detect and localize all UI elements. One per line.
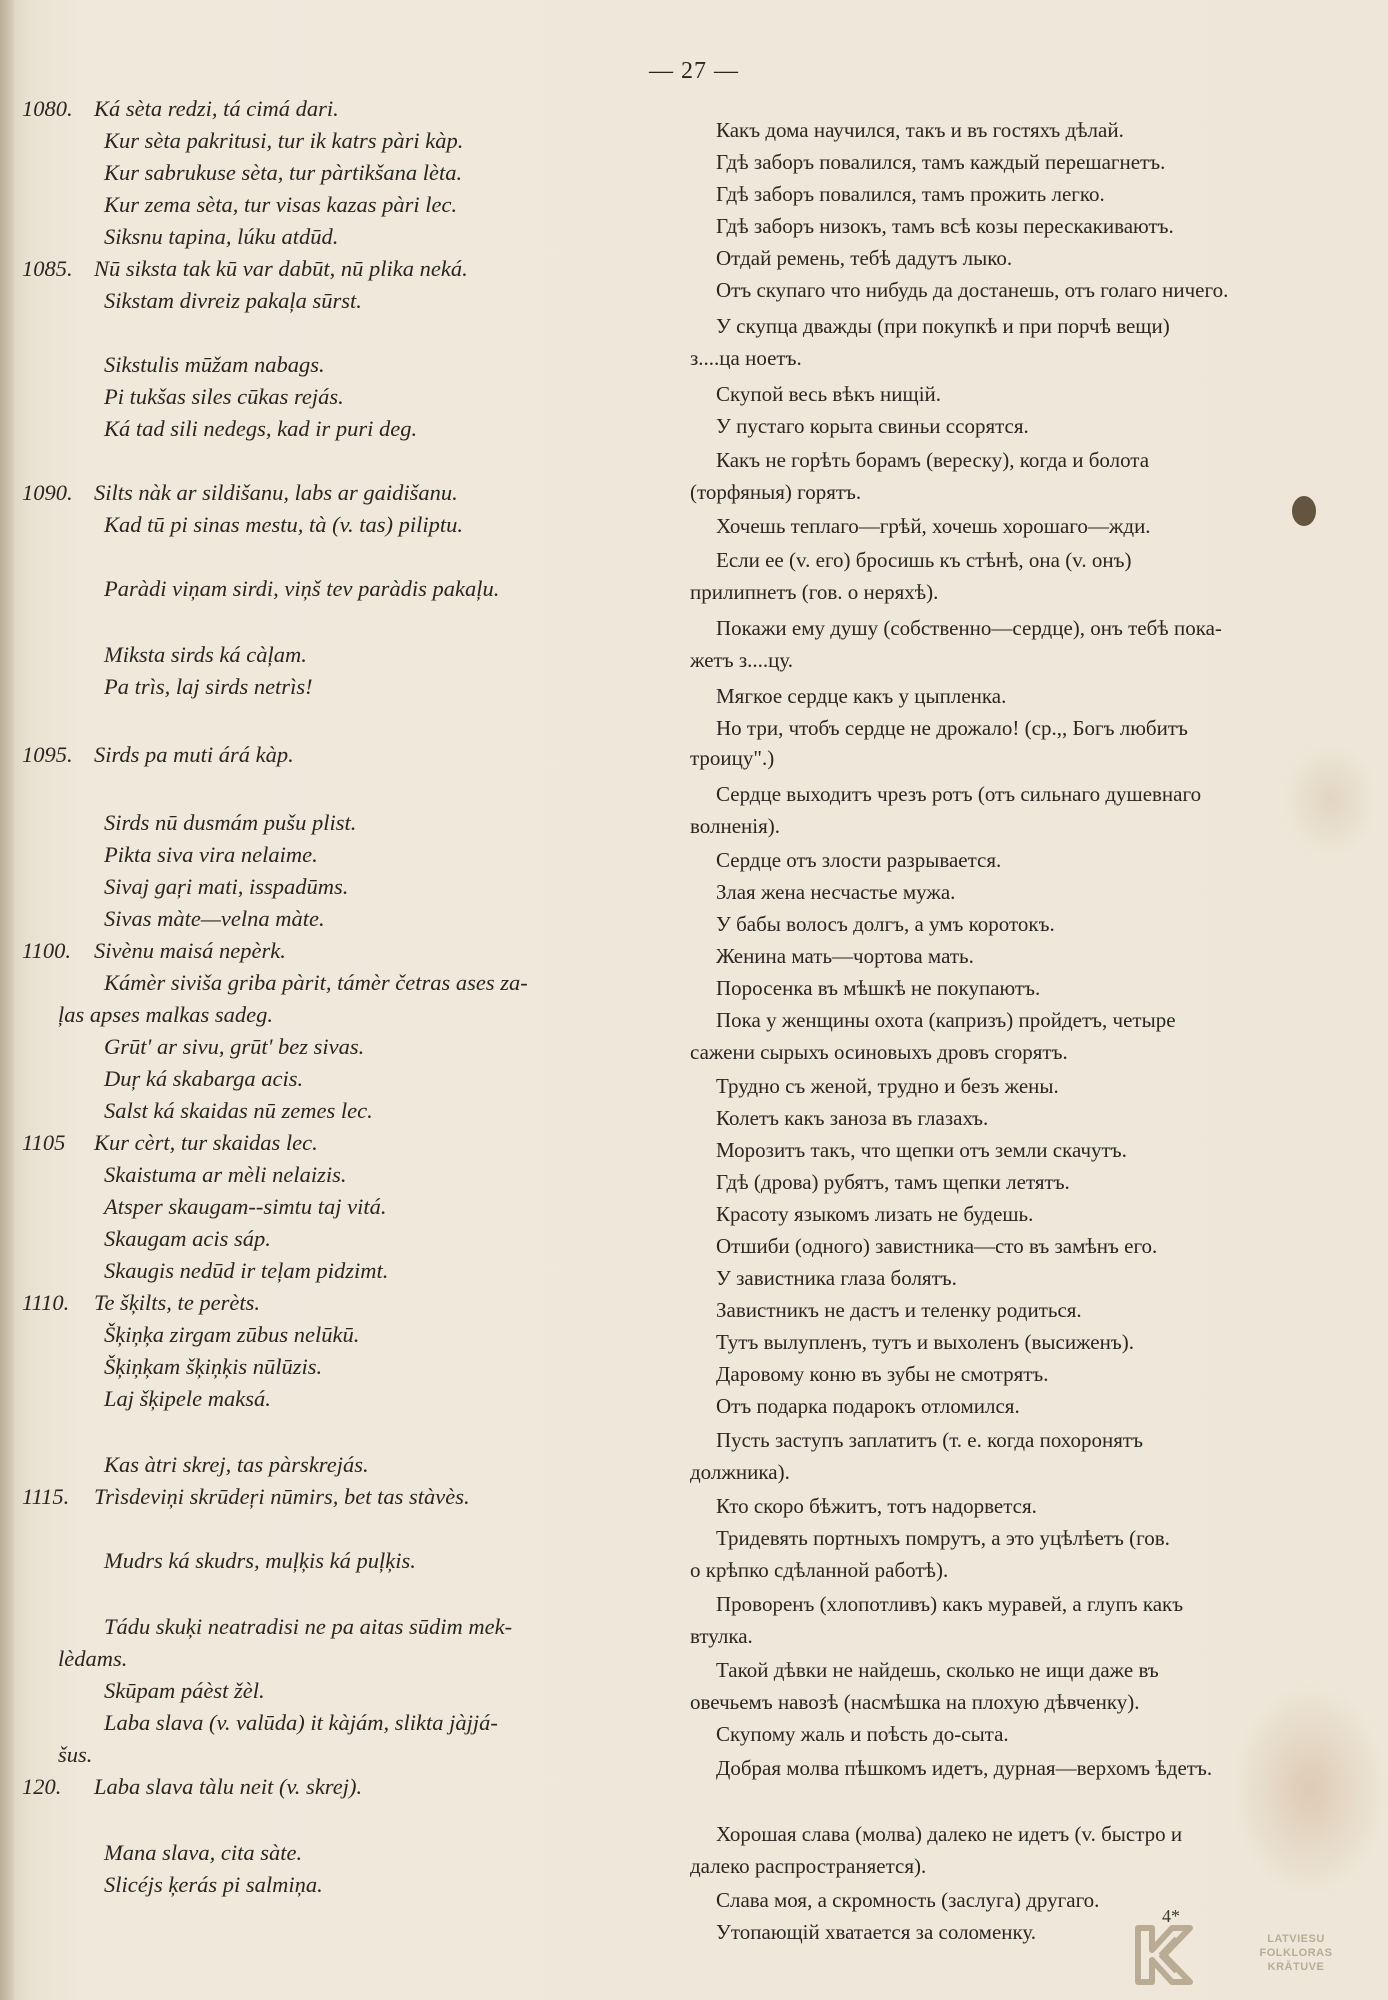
proverb-text: Šķiņķam šķiņķis nūlūzis. [104,1354,323,1379]
proverb-number: 1100. [22,938,71,963]
proverb-line [0,1034,670,1066]
proverb-text: Kad tū pi sinas mestu, tà (v. tas) piliptu. [104,512,463,537]
translation-line: У бабы волосъ долгъ, а умъ коротокъ. [716,912,1055,936]
proverb-text: Sivas màte—velna màte. [104,906,325,931]
translation-line: Какъ не горѣть борамъ (вереску), когда и болота [716,448,1150,472]
translation-line: волненія). [690,814,781,838]
translation-line: Пусть заступъ заплатитъ (т. е. когда похоронятъ [716,1428,1143,1452]
translation-line: далеко распространяется). [690,1854,927,1878]
proverb-line [0,1678,670,1710]
proverb-line [0,874,670,906]
proverb-number: 120. [22,1774,62,1799]
translation-line: Отдай ремень, тебѣ дадутъ лыко. [716,246,1013,270]
proverb-line [0,128,670,160]
translation-line: Отъ подарка подарокъ отломился. [716,1394,1020,1418]
translation-line: Пока у женщины охота (капризъ) пройдетъ, четыре [716,1008,1176,1032]
archive-stamp [1130,1920,1380,1992]
translation-line: Такой дѣвки не найдешь, сколько не ищи даже въ [716,1658,1159,1682]
translation-line: Добрая молва пѣшкомъ идетъ, дурная—верхомъ ѣдетъ. [716,1756,1213,1780]
proverb-text: Miksta sirds ká càļam. [104,642,307,667]
proverb-line [0,1194,670,1226]
translation-line: Слава моя, а скромность (заслуга) другаго. [716,1888,1100,1912]
translation-line: Мягкое сердце какъ у цыпленка. [716,684,1007,708]
proverb-line [0,642,670,674]
translation-line: Скупому жаль и поѣсть до-сыта. [716,1722,1009,1746]
translation-line: Гдѣ заборъ низокъ, тамъ всѣ козы перескакиваютъ. [716,214,1174,238]
proverb-line [0,938,670,970]
proverb-line [0,1226,670,1258]
proverb-text: Grūt' ar sivu, grūt' bez sivas. [104,1034,365,1059]
proverb-line [0,1258,670,1290]
proverb-number: 1115. [22,1484,70,1509]
proverb-line [0,1646,670,1678]
translation-line: Морозитъ такъ, что щепки отъ земли скачутъ. [716,1138,1127,1162]
proverb-line [0,1840,670,1872]
proverb-text: Trìsdeviņi skrūdeŗi nūmirs, bet tas stàvès. [94,1484,470,1509]
proverb-number: 1080. [22,96,73,121]
translation-line: (торфяныя) горятъ. [690,480,862,504]
translation-line: Покажи ему душу (собственно—сердце), онъ тебѣ пока- [716,616,1222,640]
proverb-line [0,256,670,288]
proverb-line [0,1002,670,1034]
proverb-number: 1095. [22,742,73,767]
proverb-text: Sivaj gaŗi mati, isspadūms. [104,874,349,899]
proverb-line [0,192,670,224]
proverb-line [0,842,670,874]
translation-line: Сердце выходитъ чрезъ ротъ (отъ сильнаго душевнаго [716,782,1202,806]
translation-line: Хорошая слава (молва) далеко не идетъ (v. быстро и [716,1822,1183,1846]
translation-line: Гдѣ заборъ повалился, тамъ прожить легко. [716,182,1105,206]
proverb-text: Pikta siva vira nelaime. [104,842,318,867]
proverb-text: Mana slava, cita sàte. [104,1840,303,1865]
proverb-text: Salst ká skaidas nū zemes lec. [104,1098,373,1123]
proverb-text: Tádu skuķi neatradisi ne pa aitas sūdim mek- [104,1614,513,1639]
proverb-text: Sivènu maisá nepèrk. [94,938,286,963]
latvian-proverbs-column [0,96,670,1896]
proverb-text: Sirds pa muti árá kàp. [94,742,294,767]
proverb-text: Skaugam acis sáp. [104,1226,271,1251]
proverb-line [0,810,670,842]
translation-line: Но три, чтобъ сердце не дрожало! (ср.,, Богъ любитъ [716,716,1188,740]
proverb-text: Duŗ ká skabarga acis. [104,1066,304,1091]
proverb-text: Skaugis nedūd ir teļam pidzimt. [104,1258,389,1283]
russian-translations-column [690,118,1320,1944]
translation-line: Трудно съ женой, трудно и безъ жены. [716,1074,1059,1098]
translation-line: Поросенка въ мѣшкѣ не покупаютъ. [716,976,1041,1000]
translation-line: втулка. [690,1624,753,1648]
proverb-text: Laj šķipele maksá. [104,1386,271,1411]
proverb-line [0,224,670,256]
translation-line: Тридевять портныхъ помрутъ, а это уцѣлѣетъ (гов. [716,1526,1170,1550]
proverb-number: 1110. [22,1290,70,1315]
proverb-line [0,1774,670,1806]
ink-blot [1292,496,1316,526]
proverb-text: Kámèr sivišа griba pàrit, támèr četras ases za- [104,970,528,995]
proverb-text: Silts nàk ar sildišanu, labs ar gaidišanu. [94,480,458,505]
proverb-text: Kur sabrukuse sèta, tur pàrtikšana lèta. [104,160,463,185]
proverb-line [0,674,670,706]
page-number: — 27 — [649,58,739,84]
proverb-line [0,1162,670,1194]
proverb-text: Kur sèta pakritusi, tur ik katrs pàri kàp. [104,128,464,153]
translation-line: У скупца дважды (при покупкѣ и при порчѣ вещи) [716,314,1170,338]
proverb-line [0,1098,670,1130]
proverb-line [0,480,670,512]
translation-line: У завистника глаза болятъ. [716,1266,957,1290]
proverb-number: 1105 [22,1130,66,1155]
proverb-text: Slicéjs ķerás pi salmiņa. [104,1872,323,1897]
translation-line: Отъ скупаго что нибудь да достанешь, отъ голаго ничего. [716,278,1229,302]
translation-line: Сердце отъ злости разрывается. [716,848,1002,872]
translation-line: Гдѣ заборъ повалился, тамъ каждый перешагнетъ. [716,150,1166,174]
proverb-line [0,1322,670,1354]
translation-line: жетъ з....цу. [690,648,794,672]
proverb-text: Ká tad sili nedegs, kad ir puri deg. [104,416,418,441]
proverb-text: Siksnu tapina, lúku atdūd. [104,224,339,249]
proverb-text: Pa trìs, laj sirds netrìs! [104,674,313,699]
proverb-line [0,1872,670,1904]
proverb-line [0,1484,670,1516]
translation-line: Гдѣ (дрова) рубятъ, тамъ щепки летятъ. [716,1170,1070,1194]
sheet-signature: 4* [1162,1906,1180,1926]
proverb-text: Kur zema sèta, tur visas kazas pàri lec. [104,192,458,217]
proverb-line [0,416,670,448]
proverb-text: Mudrs ká skudrs, muļķis ká puļķis. [104,1548,416,1573]
proverb-text: Skaistuma ar mèli nelaizis. [104,1162,347,1187]
archive-stamp-text: LATVIESU FOLKLORAS KRĀTUVE [1259,1933,1333,1973]
proverb-text: Atsper skaugam--simtu taj vitá. [104,1194,387,1219]
proverb-line [0,352,670,384]
translation-line: Если ее (v. его) бросишь къ стѣнѣ, она (v. онъ) [716,548,1132,572]
proverb-line [0,1066,670,1098]
translation-line: Колетъ какъ заноза въ глазахъ. [716,1106,989,1130]
proverb-text: Paràdi viņam sirdi, viņš tev paràdis pakaļu. [104,576,500,601]
proverb-text: ļas apses malkas sadeg. [58,1002,273,1027]
translation-line: Хочешь теплаго—грѣй, хочешь хорошаго—жди. [716,514,1151,538]
proverb-line [0,1354,670,1386]
translation-line: Отшиби (одного) завистника—сто въ замѣнъ его. [716,1234,1158,1258]
translation-line: з....ца ноетъ. [690,346,802,370]
translation-line: должника). [690,1460,790,1484]
translation-line: У пустаго корыта свиньи ссорятся. [716,414,1029,438]
proverb-line [0,1614,670,1646]
proverb-line [0,970,670,1002]
proverb-text: Sikstam divreiz pakaļa sūrst. [104,288,362,313]
proverb-text: Kur cèrt, tur skaidas lec. [94,1130,318,1155]
translation-line: сажени сырыхъ осиновыхъ дровъ сгорятъ. [690,1040,1068,1064]
proverb-line [0,1710,670,1742]
proverb-line [0,160,670,192]
proverb-line [0,384,670,416]
translation-line: прилипнетъ (гов. о неряхѣ). [690,580,939,604]
translation-line: Завистникъ не дастъ и теленку родиться. [716,1298,1082,1322]
proverb-text: Ká sèta redzi, tá cimá dari. [94,96,339,121]
translation-line: Тутъ вылупленъ, тутъ и выхоленъ (высиженъ). [716,1330,1134,1354]
proverb-line [0,742,670,774]
translation-line: Красоту языкомъ лизать не будешь. [716,1202,1034,1226]
proverb-text: Skūpam páèst žèl. [104,1678,265,1703]
proverb-number: 1085. [22,256,73,281]
proverb-text: Kas àtri skrej, tas pàrskrejás. [104,1452,369,1477]
translation-line: Утопающій хватается за соломенку. [716,1920,1037,1944]
proverb-line [0,1452,670,1484]
proverb-text: Pi tukšas siles cūkas rejás. [104,384,344,409]
proverb-line [0,288,670,320]
translation-line: о крѣпко сдѣланной работѣ). [690,1558,949,1582]
proverb-line [0,512,670,544]
archive-logo-icon [1130,1924,1200,1986]
proverb-text: Šķiņķa zirgam zūbus nelūkū. [104,1322,360,1347]
proverb-line [0,1290,670,1322]
proverb-line [0,1130,670,1162]
translation-line: Какъ дома научился, такъ и въ гостяхъ дѣлай. [716,118,1124,142]
proverb-text: Te šķilts, te perèts. [94,1290,261,1315]
translation-line: Кто скоро бѣжитъ, тотъ надорвется. [716,1494,1037,1518]
proverb-line [0,96,670,128]
proverb-line [0,906,670,938]
proverb-line [0,1548,670,1580]
translation-line: Даровому коню въ зубы не смотрятъ. [716,1362,1049,1386]
proverb-line [0,576,670,608]
proverb-line [0,1386,670,1418]
proverb-text: šus. [58,1742,93,1767]
proverb-text: lèdams. [58,1646,128,1671]
translation-line: Женина мать—чортова мать. [716,944,974,968]
proverb-text: Sirds nū dusmám pušu plist. [104,810,357,835]
proverb-text: Nū siksta tak kū var dabūt, nū plika neká. [94,256,468,281]
proverb-text: Laba slava (v. valūda) it kàjám, slikta jàjjá- [104,1710,498,1735]
translation-line: Скупой весь вѣкъ нищій. [716,382,942,406]
proverb-line [0,1742,670,1774]
translation-line: овечьемъ навозѣ (насмѣшка на плохую дѣвченку). [690,1690,1140,1714]
proverb-number: 1090. [22,480,73,505]
translation-line: Проворенъ (хлопотливъ) какъ муравей, а глупъ какъ [716,1592,1184,1616]
translation-line: троицу".) [690,746,775,770]
translation-line: Злая жена несчастье мужа. [716,880,956,904]
proverb-text: Laba slava tàlu neit (v. skrej). [94,1774,363,1799]
proverb-text: Sikstulis mūžam nabags. [104,352,325,377]
